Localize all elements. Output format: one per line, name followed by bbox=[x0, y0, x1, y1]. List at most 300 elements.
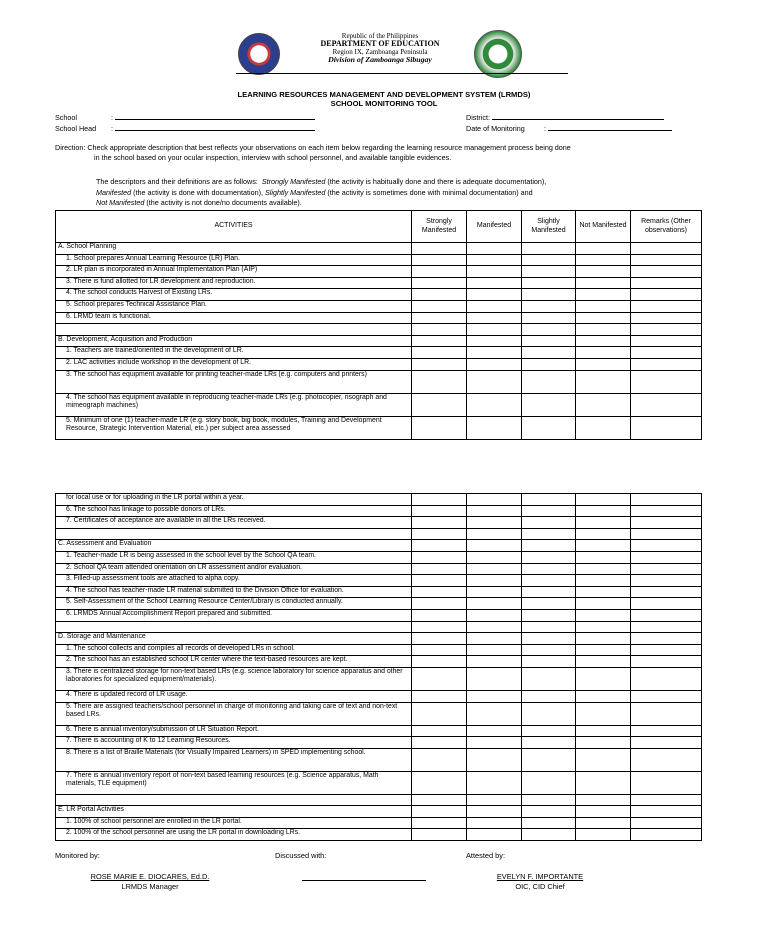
slightly-manifested-cell bbox=[522, 621, 576, 633]
signatory-name: ROSE MARIE E. DIOCARES, Ed.D. bbox=[90, 872, 210, 881]
manifested-cell[interactable] bbox=[467, 829, 522, 841]
manifested-cell bbox=[467, 540, 522, 552]
section-heading: A. School Planning bbox=[56, 243, 412, 255]
slightly-manifested-cell[interactable] bbox=[522, 416, 576, 439]
slightly-manifested-cell[interactable] bbox=[522, 563, 576, 575]
slightly-manifested-cell[interactable] bbox=[522, 300, 576, 312]
not-manifested-cell[interactable] bbox=[576, 505, 631, 517]
not-manifested-cell[interactable] bbox=[576, 370, 631, 393]
discussed-with-label: Discussed with: bbox=[275, 851, 327, 860]
remarks-cell bbox=[631, 794, 702, 806]
col-manifested: Manifested bbox=[467, 211, 522, 243]
strongly-manifested-cell[interactable] bbox=[412, 393, 467, 416]
slightly-manifested-cell bbox=[522, 243, 576, 255]
remarks-cell[interactable] bbox=[631, 494, 702, 506]
district-label: District: bbox=[466, 113, 490, 122]
signatory-role: OIC, CID Chief bbox=[515, 882, 565, 891]
not-manifested-cell[interactable] bbox=[576, 748, 631, 771]
colon: : bbox=[111, 124, 113, 133]
remarks-cell[interactable] bbox=[631, 517, 702, 529]
table-row bbox=[56, 598, 702, 610]
slightly-manifested-cell[interactable] bbox=[522, 266, 576, 278]
manifested-cell bbox=[467, 621, 522, 633]
school-head-field[interactable] bbox=[115, 123, 315, 131]
descriptor-term: Manifested bbox=[96, 187, 132, 197]
region-text: Region IX, Zamboanga Peninsula bbox=[332, 48, 428, 56]
table-row bbox=[56, 667, 702, 690]
strongly-manifested-cell[interactable] bbox=[412, 748, 467, 771]
remarks-cell[interactable] bbox=[631, 737, 702, 749]
republic-text: Republic of the Philippines bbox=[341, 32, 419, 40]
descriptor-term: Not Manifested bbox=[96, 198, 145, 207]
school-label: School bbox=[55, 113, 77, 122]
strongly-manifested-cell[interactable] bbox=[412, 575, 467, 587]
signatory-attested bbox=[460, 872, 620, 892]
strongly-manifested-cell[interactable] bbox=[412, 702, 467, 725]
slightly-manifested-cell[interactable] bbox=[522, 347, 576, 359]
remarks-cell[interactable] bbox=[631, 725, 702, 737]
slightly-manifested-cell[interactable] bbox=[522, 358, 576, 370]
manifested-cell[interactable] bbox=[467, 725, 522, 737]
strongly-manifested-cell[interactable] bbox=[412, 598, 467, 610]
strongly-manifested-cell[interactable] bbox=[412, 358, 467, 370]
table-row bbox=[56, 494, 702, 506]
slightly-manifested-cell[interactable] bbox=[522, 289, 576, 301]
activity-cell: 3. Filled-up assessment tools are attached to alpha copy. bbox=[56, 575, 412, 587]
activity-cell: 6. There is annual inventory/submission of LR Situation Report. bbox=[56, 725, 412, 737]
strongly-manifested-cell[interactable] bbox=[412, 563, 467, 575]
table-row bbox=[56, 393, 702, 416]
table-row bbox=[56, 586, 702, 598]
remarks-cell bbox=[631, 633, 702, 645]
remarks-cell[interactable] bbox=[631, 254, 702, 266]
slightly-manifested-cell[interactable] bbox=[522, 551, 576, 563]
manifested-cell[interactable] bbox=[467, 771, 522, 794]
remarks-cell[interactable] bbox=[631, 575, 702, 587]
activity-cell: 6. The school has linkage to possible donors of LRs. bbox=[56, 505, 412, 517]
not-manifested-cell bbox=[576, 540, 631, 552]
strongly-manifested-cell bbox=[412, 794, 467, 806]
strongly-manifested-cell bbox=[412, 528, 467, 540]
slightly-manifested-cell[interactable] bbox=[522, 690, 576, 702]
activity-cell: 4. The school has teacher-made LR material submitted to the Division Office for evaluation. bbox=[56, 586, 412, 598]
table-row bbox=[56, 277, 702, 289]
activity-cell: 5. Minimum of one (1) teacher-made LR (e.g. story book, big book, modules, Training and Development Resource, Strategic Intervention Material, etc.) per subject area assessed bbox=[56, 416, 412, 439]
manifested-cell[interactable] bbox=[467, 817, 522, 829]
not-manifested-cell[interactable] bbox=[576, 667, 631, 690]
manifested-cell[interactable] bbox=[467, 748, 522, 771]
strongly-manifested-cell[interactable] bbox=[412, 737, 467, 749]
activity-cell: 5. There are assigned teachers/school personnel in charge of monitoring and taking care of text and non-text based LRs. bbox=[56, 702, 412, 725]
manifested-cell[interactable] bbox=[467, 702, 522, 725]
strongly-manifested-cell bbox=[412, 243, 467, 255]
activity-cell: 3. There is fund allotted for LR development and reproduction. bbox=[56, 277, 412, 289]
manifested-cell[interactable] bbox=[467, 312, 522, 324]
strongly-manifested-cell[interactable] bbox=[412, 551, 467, 563]
strongly-manifested-cell[interactable] bbox=[412, 829, 467, 841]
slightly-manifested-cell[interactable] bbox=[522, 644, 576, 656]
strongly-manifested-cell[interactable] bbox=[412, 690, 467, 702]
remarks-cell[interactable] bbox=[631, 416, 702, 439]
table-row bbox=[56, 656, 702, 668]
monitoring-table-part1 bbox=[55, 210, 702, 440]
not-manifested-cell[interactable] bbox=[576, 300, 631, 312]
table2-body bbox=[56, 494, 702, 841]
strongly-manifested-cell[interactable] bbox=[412, 656, 467, 668]
attested-by-label: Attested by: bbox=[466, 851, 506, 860]
slightly-manifested-cell[interactable] bbox=[522, 771, 576, 794]
activity-cell: 2. 100% of the school personnel are using the LR portal in downloading LRs. bbox=[56, 829, 412, 841]
remarks-cell[interactable] bbox=[631, 393, 702, 416]
slightly-manifested-cell bbox=[522, 806, 576, 818]
not-manifested-cell[interactable] bbox=[576, 254, 631, 266]
table-row bbox=[56, 748, 702, 771]
date-field[interactable] bbox=[548, 123, 672, 131]
slightly-manifested-cell[interactable] bbox=[522, 277, 576, 289]
remarks-cell[interactable] bbox=[631, 817, 702, 829]
not-manifested-cell bbox=[576, 621, 631, 633]
activity-cell bbox=[56, 794, 412, 806]
section-row bbox=[56, 335, 702, 347]
remarks-cell[interactable] bbox=[631, 690, 702, 702]
not-manifested-cell[interactable] bbox=[576, 517, 631, 529]
manifested-cell[interactable] bbox=[467, 575, 522, 587]
table-row bbox=[56, 505, 702, 517]
activity-cell bbox=[56, 621, 412, 633]
not-manifested-cell[interactable] bbox=[576, 494, 631, 506]
manifested-cell[interactable] bbox=[467, 517, 522, 529]
remarks-cell[interactable] bbox=[631, 505, 702, 517]
strongly-manifested-cell bbox=[412, 806, 467, 818]
not-manifested-cell bbox=[576, 528, 631, 540]
remarks-cell[interactable] bbox=[631, 829, 702, 841]
not-manifested-cell[interactable] bbox=[576, 358, 631, 370]
direction-block bbox=[55, 143, 715, 163]
remarks-cell[interactable] bbox=[631, 266, 702, 278]
table-row bbox=[56, 644, 702, 656]
strongly-manifested-cell[interactable] bbox=[412, 289, 467, 301]
slightly-manifested-cell[interactable] bbox=[522, 829, 576, 841]
activity-cell: 2. School QA team attended orientation on LR assessment and/or evaluation. bbox=[56, 563, 412, 575]
table-row bbox=[56, 737, 702, 749]
manifested-cell[interactable] bbox=[467, 586, 522, 598]
school-field[interactable] bbox=[115, 112, 315, 120]
not-manifested-cell[interactable] bbox=[576, 393, 631, 416]
strongly-manifested-cell[interactable] bbox=[412, 667, 467, 690]
not-manifested-cell[interactable] bbox=[576, 416, 631, 439]
table-row bbox=[56, 312, 702, 324]
slightly-manifested-cell[interactable] bbox=[522, 748, 576, 771]
remarks-cell[interactable] bbox=[631, 358, 702, 370]
remarks-cell bbox=[631, 540, 702, 552]
not-manifested-cell[interactable] bbox=[576, 347, 631, 359]
strongly-manifested-cell[interactable] bbox=[412, 517, 467, 529]
activity-cell: 1. 100% of school personnel are enrolled in the LR portal. bbox=[56, 817, 412, 829]
descriptor-def: (the activity is sometimes done with minimal documentation) and bbox=[327, 187, 533, 197]
activity-cell bbox=[56, 528, 412, 540]
not-manifested-cell[interactable] bbox=[576, 609, 631, 621]
not-manifested-cell bbox=[576, 633, 631, 645]
slightly-manifested-cell[interactable] bbox=[522, 393, 576, 416]
not-manifested-cell[interactable] bbox=[576, 598, 631, 610]
school-info-right bbox=[466, 112, 672, 134]
table-row bbox=[56, 551, 702, 563]
manifested-cell[interactable] bbox=[467, 416, 522, 439]
remarks-cell[interactable] bbox=[631, 609, 702, 621]
not-manifested-cell[interactable] bbox=[576, 266, 631, 278]
not-manifested-cell[interactable] bbox=[576, 656, 631, 668]
strongly-manifested-cell bbox=[412, 633, 467, 645]
manifested-cell[interactable] bbox=[467, 656, 522, 668]
manifested-cell[interactable] bbox=[467, 370, 522, 393]
not-manifested-cell[interactable] bbox=[576, 725, 631, 737]
manifested-cell bbox=[467, 794, 522, 806]
manifested-cell bbox=[467, 324, 522, 336]
manifested-cell[interactable] bbox=[467, 690, 522, 702]
remarks-cell[interactable] bbox=[631, 771, 702, 794]
activity-cell: 7. There is accounting of K to 12 Learning Resources. bbox=[56, 737, 412, 749]
manifested-cell[interactable] bbox=[467, 358, 522, 370]
slightly-manifested-cell[interactable] bbox=[522, 575, 576, 587]
not-manifested-cell[interactable] bbox=[576, 702, 631, 725]
remarks-cell[interactable] bbox=[631, 748, 702, 771]
not-manifested-cell[interactable] bbox=[576, 737, 631, 749]
table-row bbox=[56, 817, 702, 829]
slightly-manifested-cell[interactable] bbox=[522, 609, 576, 621]
slightly-manifested-cell[interactable] bbox=[522, 598, 576, 610]
spacer-row bbox=[56, 324, 702, 336]
slightly-manifested-cell[interactable] bbox=[522, 725, 576, 737]
slightly-manifested-cell[interactable] bbox=[522, 667, 576, 690]
activity-cell: 2. LR plan is incorporated in Annual Implementation Plan (AIP) bbox=[56, 266, 412, 278]
manifested-cell[interactable] bbox=[467, 393, 522, 416]
remarks-cell[interactable] bbox=[631, 667, 702, 690]
section-row bbox=[56, 806, 702, 818]
strongly-manifested-cell[interactable] bbox=[412, 494, 467, 506]
col-not-manifested: Not Manifested bbox=[576, 211, 631, 243]
table-row bbox=[56, 771, 702, 794]
manifested-cell[interactable] bbox=[467, 598, 522, 610]
district-field[interactable] bbox=[492, 112, 664, 120]
not-manifested-cell bbox=[576, 806, 631, 818]
section-heading: D. Storage and Maintenance bbox=[56, 633, 412, 645]
strongly-manifested-cell[interactable] bbox=[412, 312, 467, 324]
manifested-cell[interactable] bbox=[467, 644, 522, 656]
spacer-row bbox=[56, 528, 702, 540]
not-manifested-cell[interactable] bbox=[576, 575, 631, 587]
table-row bbox=[56, 829, 702, 841]
strongly-manifested-cell[interactable] bbox=[412, 644, 467, 656]
remarks-cell[interactable] bbox=[631, 598, 702, 610]
manifested-cell bbox=[467, 633, 522, 645]
remarks-cell[interactable] bbox=[631, 551, 702, 563]
not-manifested-cell[interactable] bbox=[576, 644, 631, 656]
page-title bbox=[0, 90, 768, 108]
manifested-cell[interactable] bbox=[467, 289, 522, 301]
remarks-cell[interactable] bbox=[631, 563, 702, 575]
not-manifested-cell[interactable] bbox=[576, 563, 631, 575]
strongly-manifested-cell[interactable] bbox=[412, 586, 467, 598]
manifested-cell[interactable] bbox=[467, 254, 522, 266]
not-manifested-cell[interactable] bbox=[576, 586, 631, 598]
not-manifested-cell[interactable] bbox=[576, 289, 631, 301]
school-head-label: School Head bbox=[55, 124, 97, 133]
manifested-cell[interactable] bbox=[467, 266, 522, 278]
remarks-cell[interactable] bbox=[631, 370, 702, 393]
strongly-manifested-cell[interactable] bbox=[412, 300, 467, 312]
descriptors-intro: The descriptors and their definitions are as follows: bbox=[96, 177, 258, 186]
strongly-manifested-cell[interactable] bbox=[412, 725, 467, 737]
descriptor-term: Slightly Manifested bbox=[265, 187, 326, 197]
deped-seal-icon bbox=[238, 33, 280, 75]
remarks-cell[interactable] bbox=[631, 586, 702, 598]
table-row bbox=[56, 347, 702, 359]
activity-cell bbox=[56, 324, 412, 336]
remarks-cell[interactable] bbox=[631, 312, 702, 324]
slightly-manifested-cell[interactable] bbox=[522, 370, 576, 393]
slightly-manifested-cell[interactable] bbox=[522, 656, 576, 668]
strongly-manifested-cell bbox=[412, 335, 467, 347]
not-manifested-cell[interactable] bbox=[576, 817, 631, 829]
direction-line1: Check appropriate description that best reflects your observations on each item below regarding the learning resource management process being done bbox=[87, 143, 571, 152]
slightly-manifested-cell[interactable] bbox=[522, 494, 576, 506]
slightly-manifested-cell[interactable] bbox=[522, 517, 576, 529]
activity-cell: 5. School prepares Technical Assistance Plan. bbox=[56, 300, 412, 312]
slightly-manifested-cell bbox=[522, 794, 576, 806]
remarks-cell[interactable] bbox=[631, 347, 702, 359]
slightly-manifested-cell[interactable] bbox=[522, 312, 576, 324]
remarks-cell[interactable] bbox=[631, 656, 702, 668]
manifested-cell bbox=[467, 243, 522, 255]
activity-cell: 4. The school conducts Harvest of Existing LRs. bbox=[56, 289, 412, 301]
activity-cell: 5. Self-Assessment of the School Learning Resource Center/Library is conducted annually. bbox=[56, 598, 412, 610]
division-seal-icon bbox=[474, 30, 522, 78]
remarks-cell[interactable] bbox=[631, 277, 702, 289]
activity-cell: 4. The school has equipment available in reproducing teacher-made LRs (e.g. photocopier, risograph and mimeograph machines) bbox=[56, 393, 412, 416]
manifested-cell[interactable] bbox=[467, 667, 522, 690]
descriptor-def: (the activity is not done/no documents available). bbox=[146, 198, 302, 207]
activity-cell: 8. There is a list of Braille Materials (for Visually Impaired Learners) in SPED implementing school. bbox=[56, 748, 412, 771]
manifested-cell[interactable] bbox=[467, 300, 522, 312]
signatory-role: LRMDS Manager bbox=[121, 882, 179, 891]
table-row bbox=[56, 725, 702, 737]
manifested-cell[interactable] bbox=[467, 551, 522, 563]
strongly-manifested-cell[interactable] bbox=[412, 254, 467, 266]
activity-cell: 6. LRMD team is functional. bbox=[56, 312, 412, 324]
monitoring-table-part2 bbox=[55, 493, 702, 841]
remarks-cell bbox=[631, 335, 702, 347]
strongly-manifested-cell[interactable] bbox=[412, 347, 467, 359]
manifested-cell[interactable] bbox=[467, 737, 522, 749]
remarks-cell bbox=[631, 324, 702, 336]
manifested-cell[interactable] bbox=[467, 505, 522, 517]
discussed-with-signature-line[interactable] bbox=[302, 880, 426, 881]
colon: : bbox=[544, 124, 546, 133]
school-info-left bbox=[55, 112, 315, 134]
not-manifested-cell[interactable] bbox=[576, 771, 631, 794]
monitored-by-label: Monitored by: bbox=[55, 851, 100, 860]
direction-label: Direction: bbox=[55, 143, 86, 152]
remarks-cell[interactable] bbox=[631, 644, 702, 656]
activity-cell: 3. The school has equipment available for printing teacher-made LRs (e.g. computers and printers) bbox=[56, 370, 412, 393]
section-row bbox=[56, 243, 702, 255]
table-row bbox=[56, 300, 702, 312]
date-label: Date of Monitoring bbox=[466, 124, 525, 133]
slightly-manifested-cell bbox=[522, 633, 576, 645]
section-row bbox=[56, 633, 702, 645]
strongly-manifested-cell[interactable] bbox=[412, 817, 467, 829]
section-heading: E. LR Portal Activities bbox=[56, 806, 412, 818]
slightly-manifested-cell[interactable] bbox=[522, 586, 576, 598]
descriptor-def: (the activity is habitually done and there is adequate documentation), bbox=[327, 177, 547, 186]
strongly-manifested-cell[interactable] bbox=[412, 771, 467, 794]
col-strongly-manifested: Strongly Manifested bbox=[412, 211, 467, 243]
strongly-manifested-cell[interactable] bbox=[412, 370, 467, 393]
table-row bbox=[56, 254, 702, 266]
not-manifested-cell bbox=[576, 794, 631, 806]
title-line2: SCHOOL MONITORING TOOL bbox=[330, 99, 438, 108]
table-row bbox=[56, 690, 702, 702]
strongly-manifested-cell[interactable] bbox=[412, 266, 467, 278]
slightly-manifested-cell bbox=[522, 540, 576, 552]
title-line1: LEARNING RESOURCES MANAGEMENT AND DEVELOPMENT SYSTEM (LRMDS) bbox=[237, 90, 531, 99]
not-manifested-cell[interactable] bbox=[576, 312, 631, 324]
strongly-manifested-cell[interactable] bbox=[412, 609, 467, 621]
activity-cell: 4. There is updated record of LR usage. bbox=[56, 690, 412, 702]
table-row bbox=[56, 609, 702, 621]
colon: : bbox=[111, 113, 113, 122]
manifested-cell[interactable] bbox=[467, 609, 522, 621]
strongly-manifested-cell[interactable] bbox=[412, 277, 467, 289]
section-heading: C. Assessment and Evaluation bbox=[56, 540, 412, 552]
strongly-manifested-cell bbox=[412, 324, 467, 336]
spacer-row bbox=[56, 794, 702, 806]
table-row bbox=[56, 266, 702, 278]
table-row bbox=[56, 416, 702, 439]
manifested-cell[interactable] bbox=[467, 563, 522, 575]
slightly-manifested-cell[interactable] bbox=[522, 817, 576, 829]
activity-cell: 1. School prepares Annual Learning Resource (LR) Plan. bbox=[56, 254, 412, 266]
not-manifested-cell[interactable] bbox=[576, 551, 631, 563]
manifested-cell[interactable] bbox=[467, 347, 522, 359]
remarks-cell[interactable] bbox=[631, 702, 702, 725]
slightly-manifested-cell[interactable] bbox=[522, 702, 576, 725]
not-manifested-cell[interactable] bbox=[576, 829, 631, 841]
not-manifested-cell bbox=[576, 243, 631, 255]
col-slightly-manifested: Slightly Manifested bbox=[522, 211, 576, 243]
descriptors-block bbox=[96, 177, 696, 209]
header-divider bbox=[236, 73, 568, 74]
letterhead bbox=[290, 32, 470, 64]
slightly-manifested-cell[interactable] bbox=[522, 254, 576, 266]
slightly-manifested-cell[interactable] bbox=[522, 737, 576, 749]
remarks-cell[interactable] bbox=[631, 300, 702, 312]
descriptor-def: (the activity is done with documentation), bbox=[133, 187, 264, 197]
not-manifested-cell[interactable] bbox=[576, 277, 631, 289]
col-remarks: Remarks (Other observations) bbox=[631, 211, 702, 243]
manifested-cell[interactable] bbox=[467, 277, 522, 289]
slightly-manifested-cell[interactable] bbox=[522, 505, 576, 517]
activity-cell: 3. There is centralized storage for non-text based LRs (e.g. science laboratory for science apparatus and other laboratories for specialized equipment/materials). bbox=[56, 667, 412, 690]
manifested-cell[interactable] bbox=[467, 494, 522, 506]
not-manifested-cell[interactable] bbox=[576, 690, 631, 702]
remarks-cell[interactable] bbox=[631, 289, 702, 301]
table1-body bbox=[56, 243, 702, 440]
table-row bbox=[56, 289, 702, 301]
strongly-manifested-cell[interactable] bbox=[412, 505, 467, 517]
strongly-manifested-cell[interactable] bbox=[412, 416, 467, 439]
activity-cell: 1. The school collects and compiles all records of developed LRs in school. bbox=[56, 644, 412, 656]
